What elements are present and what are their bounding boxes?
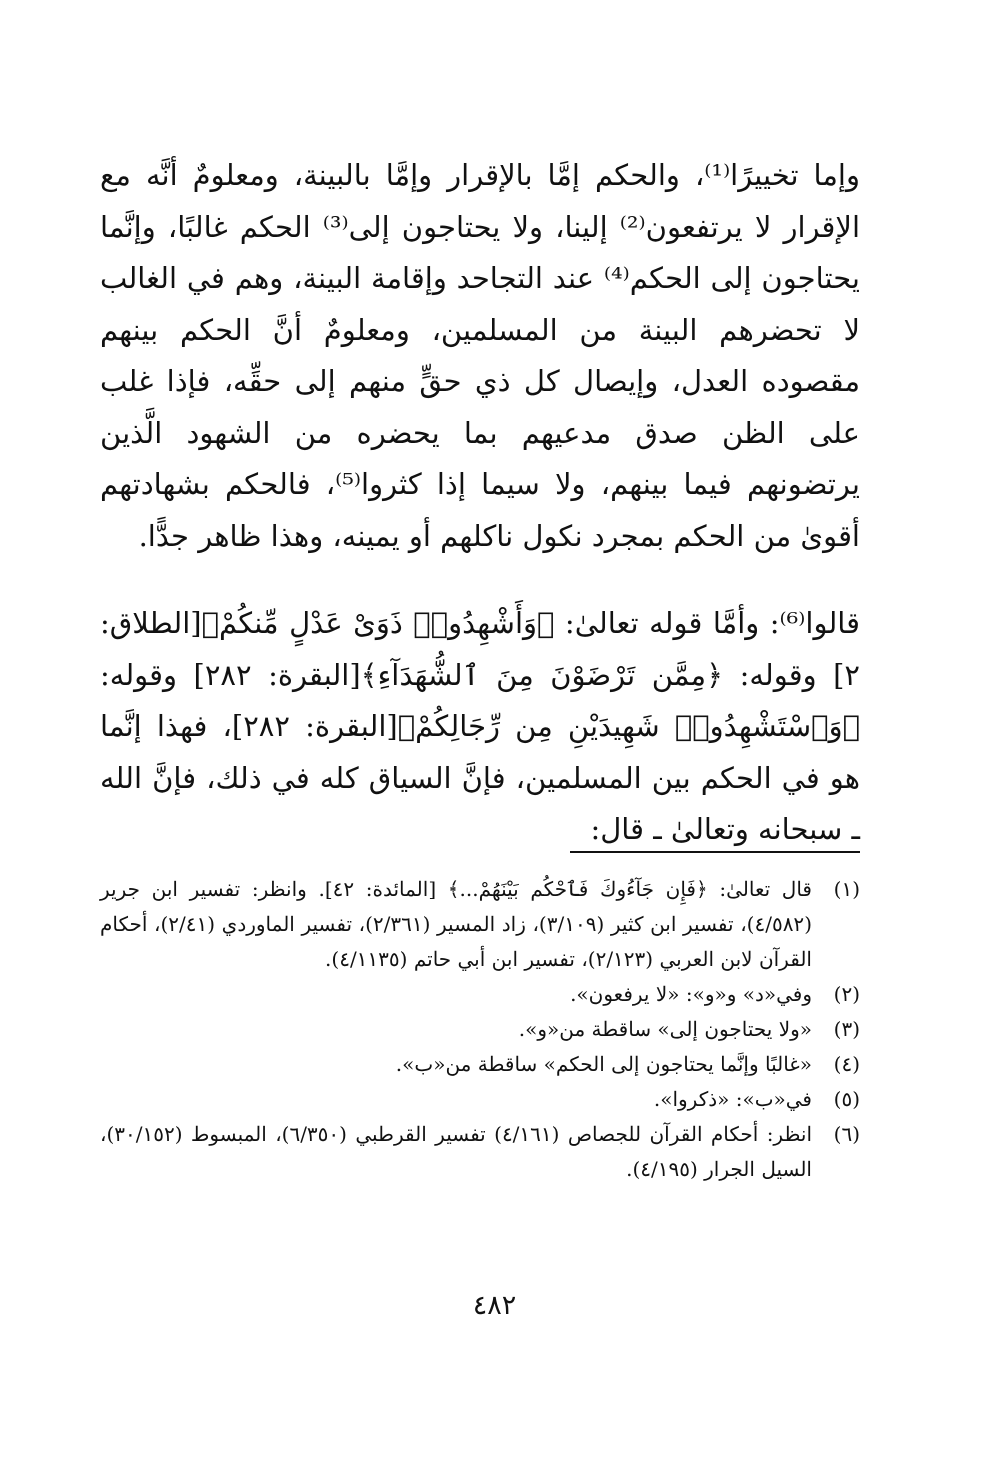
footnote-number: (٥) (833, 1087, 860, 1111)
footnote-separator (570, 851, 860, 853)
footnotes (100, 872, 860, 1187)
footnote-number: (٤) (833, 1052, 860, 1076)
footnote-number: (٦) (833, 1122, 860, 1146)
footnote-number: (٣) (833, 1017, 860, 1041)
paragraph-1: وإما تخييرًا⁽¹⁾، والحكم إمَّا بالإقرار وإمَّا بالبينة، ومعلومٌ أنَّه مع الإقرار لا يرتفعون⁽²⁾ إلينا، ولا يحتاجون إلى⁽³⁾ الحكم غالبًا، وإنَّما يحتاجون إلى الحكم⁽⁴⁾ عند التجاحد وإقامة البينة، وهم في الغالب لا تحضرهم البينة من المسلمين، ومعلومٌ أنَّ الحكم بينهم مقصوده العدل، وإيصال كل ذي حقٍّ منهم إلى حقِّه، فإذا غلب على الظن صدق مدعيهم بما يحضره من الشهود الَّذين يرتضونهم فيما بينهم، ولا سيما إذا كثروا⁽⁵⁾، فالحكم بشهادتهم أقوىٰ من الحكم بمجرد نكول ناكلهم أو يمينه، وهذا ظاهر جدًّا. (100, 158, 860, 553)
footnote-text: في«ب»: «ذكروا». (653, 1087, 812, 1111)
footnote-number: (٢) (833, 982, 860, 1006)
footnote-text: انظر: أحكام القرآن للجصاص (٤/١٦١) تفسير القرطبي (٦/٣٥٠)، المبسوط (٣٠/١٥٢)، السيل الجرار (٤/١٩٥). (100, 1122, 812, 1181)
footnote-6 (100, 1117, 860, 1187)
footnote-4 (100, 1047, 860, 1082)
footnote-number: (١) (833, 877, 860, 901)
footnote-text: «غالبًا وإنَّما يحتاجون إلى الحكم» ساقطة من«ب». (395, 1052, 812, 1076)
page-number: ٤٨٢ (472, 1290, 517, 1321)
footnote-text: قال تعالىٰ: ﴿فَإِن جَآءُوكَ فَٱحْكُم بَيْنَهُمْ...﴾ [المائدة: ٤٢]. وانظر: تفسير ابن جرير (٤/٥٨٢)، تفسير ابن كثير (٣/١٠٩)، زاد المسير (٢/٣٦١)، تفسير الماوردي (٢/٤١)، أحكام القرآن لابن العربي (٢/١٢٣)، تفسير ابن أبي حاتم (٤/١١٣٥). (100, 877, 812, 971)
footnote-1 (100, 872, 860, 977)
paragraph-2: قالوا⁽⁶⁾: وأمَّا قوله تعالىٰ: ﴿وَأَشْهِدُوا۟ ذَوَىْ عَدْلٍ مِّنكُمْ﴾[الطلاق: ٢] وقوله: ﴿مِمَّن تَرْضَوْنَ مِنَ ٱلشُّهَدَآءِ﴾[البقرة: ٢٨٢] وقوله: ﴿وَٱسْتَشْهِدُوا۟ شَهِيدَيْنِ مِن رِّجَالِكُمْ﴾[البقرة: ٢٨٢]، فهذا إنَّما هو في الحكم بين المسلمين، فإنَّ السياق كله في ذلك، فإنَّ الله ـ سبحانه وتعالىٰ ـ قال: (100, 606, 860, 846)
footnote-3 (100, 1012, 860, 1047)
main-text (100, 150, 860, 856)
footnote-text: «ولا يحتاجون إلى» ساقطة من«و». (518, 1017, 812, 1041)
footnote-2 (100, 977, 860, 1012)
footnote-text: وفي«د» و«و»: «لا يرفعون». (570, 982, 812, 1006)
footnote-5 (100, 1082, 860, 1117)
